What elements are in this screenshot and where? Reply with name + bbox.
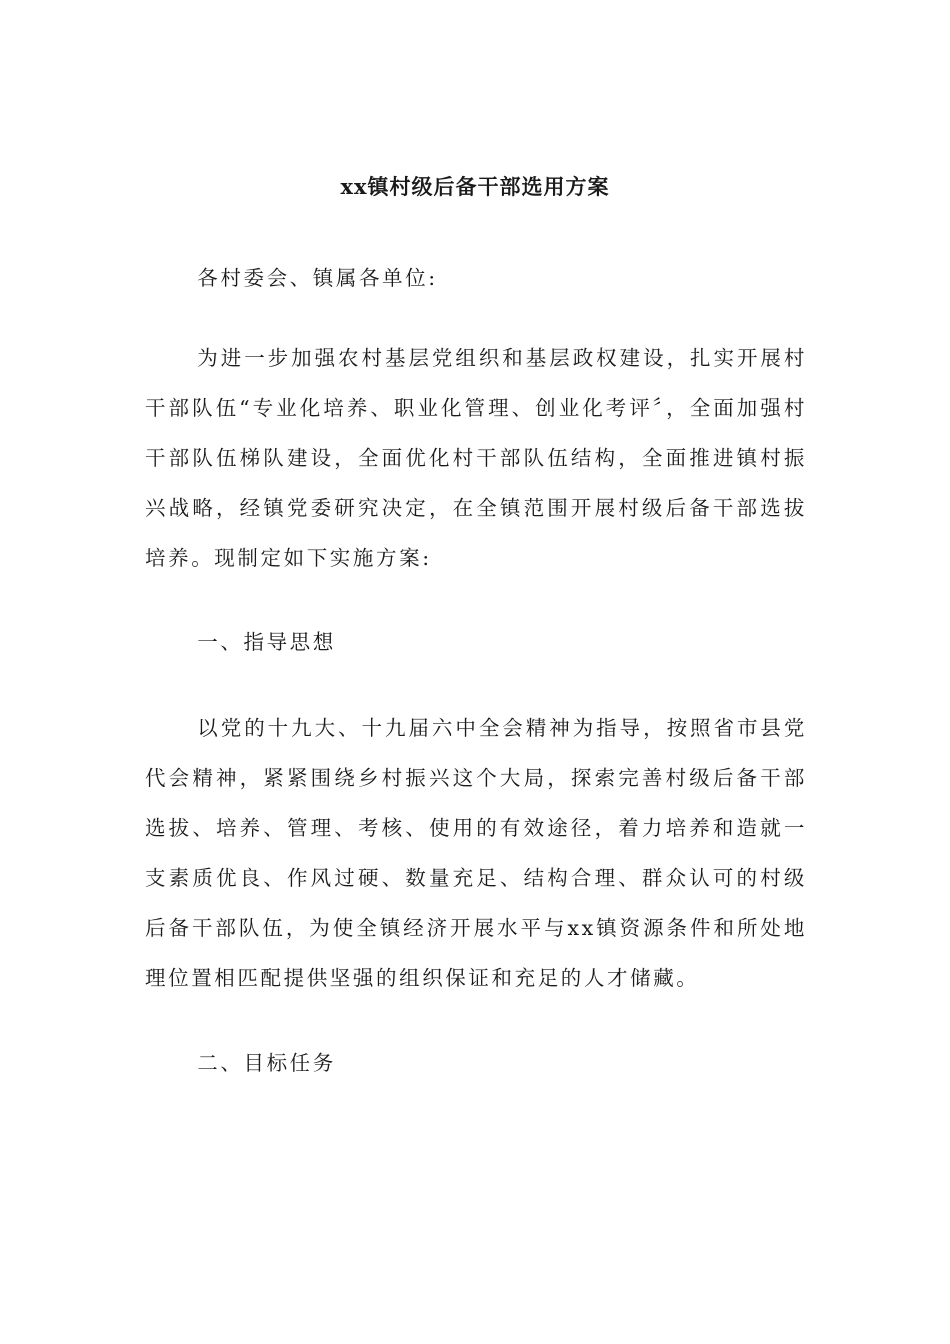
document-title: xx镇村级后备干部选用方案: [340, 174, 610, 199]
section-heading-guiding-thought: 一、指导思想: [197, 630, 336, 654]
intro-paragraph: 为进一步加强农村基层党组织和基层政权建设，扎实开展村干部队伍“专业化培养、职业化管理、创业化考评〞，全面加强村干部队伍梯队建设，全面优化村干部队伍结构，全面推进镇村振兴战略，经镇党委研究决定，在全镇范围开展村级后备干部选拔培养。现制定如下实施方案:: [145, 346, 807, 570]
salutation: 各村委会、镇属各单位:: [197, 266, 438, 290]
guiding-thought-paragraph: 以党的十九大、十九届六中全会精神为指导，按照省市县党代会精神，紧紧围绕乡村振兴这个大局，探索完善村级后备干部选拔、培养、管理、考核、使用的有效途径，着力培养和造就一支素质优良、作风过硬、数量充足、结构合理、群众认可的村级后备干部队伍，为使全镇经济开展水平与xx镇资源条件和所处地理位置相匹配提供坚强的组织保证和充足的人才储藏。: [145, 716, 807, 990]
section-heading-goals: 二、目标任务: [197, 1051, 336, 1075]
